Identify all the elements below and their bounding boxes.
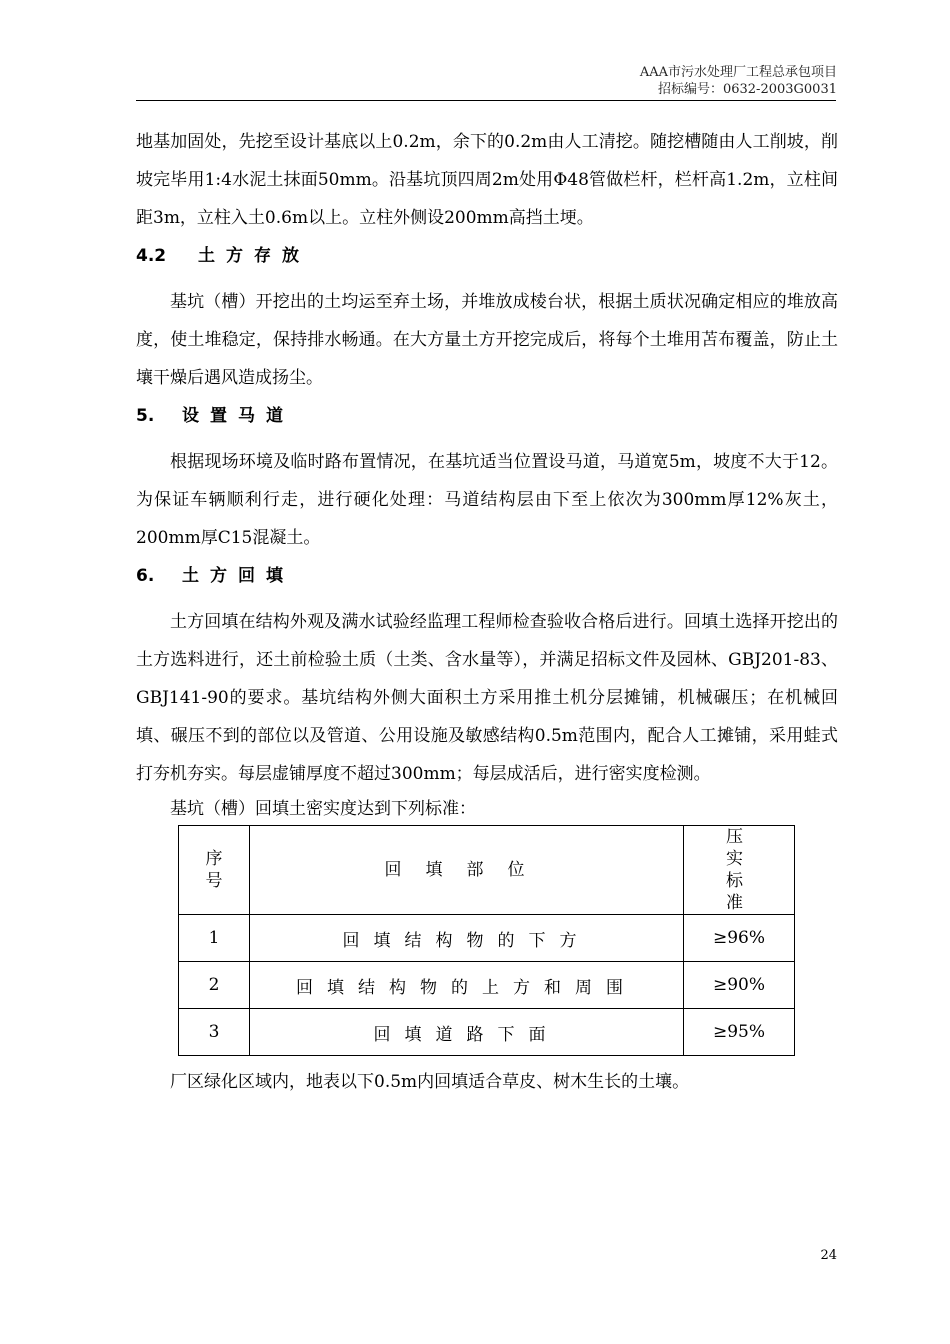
header-cell-standard (684, 826, 795, 915)
table-header-row (179, 826, 795, 915)
section-title: 土方回填 (182, 566, 294, 586)
section-number: 5. (136, 406, 155, 426)
paragraph-soil-storage: 基坑（槽）开挖出的土均运至弃土场，并堆放成棱台状，根据土质状况确定相应的堆放高度，使土堆稳定，保持排水畅通。在大方量土方开挖完成后，将每个土堆用苫布覆盖，防止土壤干燥后遇风造成扬尘。 (136, 292, 838, 388)
header-divider (136, 100, 836, 101)
header-seq-line2: 号 (205, 871, 223, 891)
table-row (179, 962, 795, 1009)
section-heading-5 (136, 397, 838, 437)
paragraph-ramp: 根据现场环境及临时路布置情况，在基坑适当位置设马道，马道宽5m，坡度不大于12。为保证车辆顺利行走，进行硬化处理：马道结构层由下至上依次为300mm厚12%灰土，200mm厚C15混凝土。 (136, 452, 838, 548)
header-std-line2: 标准 (725, 871, 752, 913)
paragraph-green-area: 厂区绿化区域内，地表以下0.5m内回填适合草皮、树木生长的土壤。 (170, 1072, 690, 1092)
paragraph-foundation-reinforcement: 地基加固处，先挖至设计基底以上0.2m，余下的0.2m由人工清挖。随挖槽随由人工削坡，削坡完毕用1:4水泥土抹面50mm。沿基坑顶四周2m处用Φ48管做栏杆，栏杆高1.2m，立柱间距3m，立柱入土0.6m以上。立柱外侧设200mm高挡土埂。 (136, 132, 838, 228)
cell-seq: 3 (179, 1009, 250, 1056)
cell-part: 回填道路下面 (250, 1009, 684, 1056)
section-heading-6 (136, 557, 838, 597)
header-tender-number: 招标编号：0632-2003G0031 (657, 82, 837, 97)
header-seq-line1: 序 (205, 849, 223, 869)
section-heading-4-2 (136, 237, 838, 277)
paragraph-backfill: 土方回填在结构外观及满水试验经监理工程师检查验收合格后进行。回填土选择开挖出的土方选料进行，还土前检验土质（土类、含水量等），并满足招标文件及园林、GBJ201-83、GBJ141-90的要求。基坑结构外侧大面积土方采用推土机分层摊铺，机械碾压；在机械回填、碾压不到的部位以及管道、公用设施及敏感结构0.5m范围内，配合人工摊铺，采用蛙式打夯机夯实。每层虚铺厚度不超过300mm；每层成活后，进行密实度检测。 (136, 612, 838, 784)
cell-part: 回填结构物的上方和周围 (250, 962, 684, 1009)
section-number: 6. (136, 566, 155, 586)
table-row (179, 1009, 795, 1056)
section-number: 4.2 (136, 246, 167, 266)
cell-part: 回填结构物的下方 (250, 915, 684, 962)
cell-standard: ≥90% (684, 962, 795, 1009)
cell-seq: 2 (179, 962, 250, 1009)
section-title: 土方存放 (198, 246, 310, 266)
cell-seq: 1 (179, 915, 250, 962)
page-number: 24 (820, 1248, 837, 1263)
page-header (640, 64, 837, 98)
header-cell-part (250, 826, 684, 915)
table-row (179, 915, 795, 962)
header-part-label: 回填部位 (384, 860, 549, 880)
document-body (136, 123, 838, 1102)
section-title: 设置马道 (182, 406, 294, 426)
cell-standard: ≥96% (684, 915, 795, 962)
compaction-standard-table (178, 825, 795, 1056)
header-std-line1: 压实 (725, 827, 752, 869)
table-caption: 基坑（槽）回填土密实度达到下列标准： (170, 799, 476, 819)
header-cell-seq (179, 826, 250, 915)
header-project-title: AAA市污水处理厂工程总承包项目 (639, 65, 837, 80)
cell-standard: ≥95% (684, 1009, 795, 1056)
